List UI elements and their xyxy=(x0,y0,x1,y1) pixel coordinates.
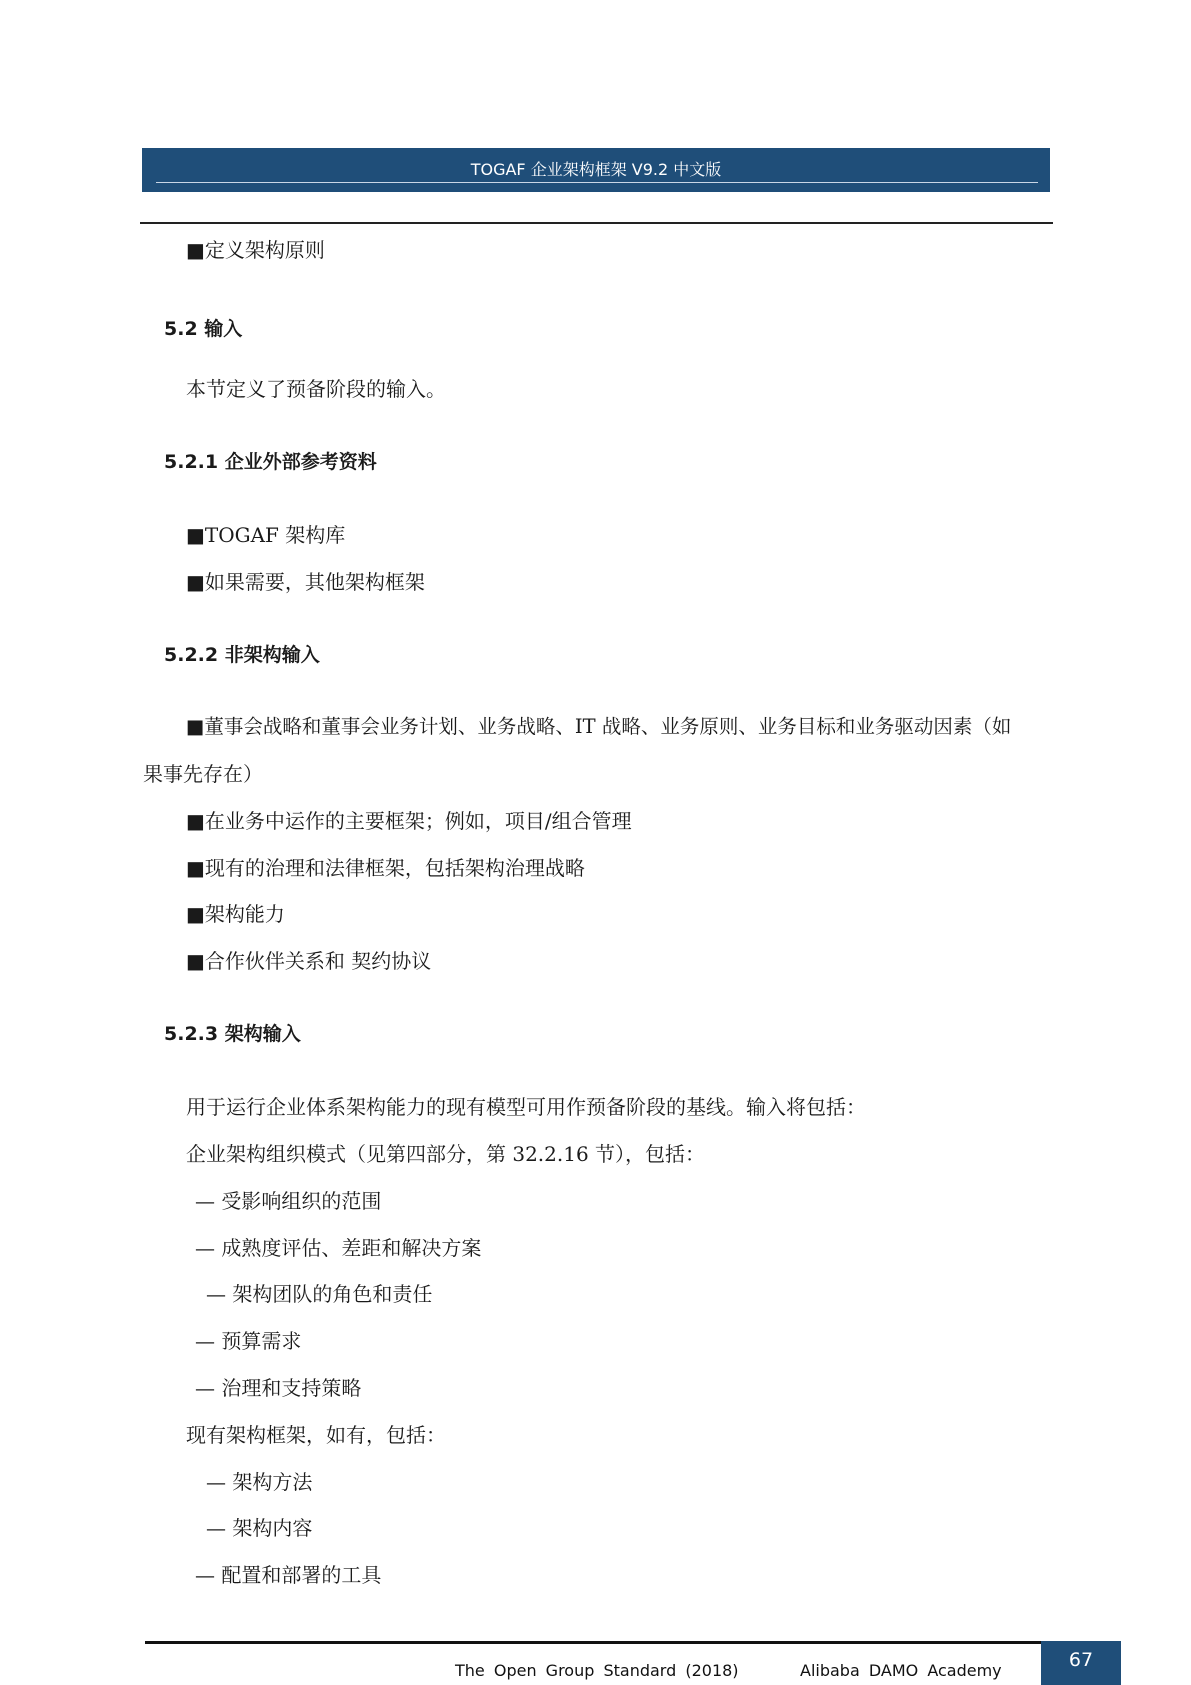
list-item: ■TOGAF 架构库 xyxy=(186,523,346,547)
list-item-continuation: 果事先存在） xyxy=(143,762,263,786)
page-number: 67 xyxy=(1068,1649,1094,1671)
page-number-box xyxy=(1041,1641,1121,1685)
dash-item: — 架构内容 xyxy=(206,1516,313,1540)
list-item: ■合作伙伴关系和 契约协议 xyxy=(186,949,432,973)
footer-divider xyxy=(145,1641,1053,1644)
dash-item: — 受影响组织的范围 xyxy=(195,1189,382,1213)
dash-item: — 架构团队的角色和责任 xyxy=(206,1282,433,1306)
header-title: TOGAF 企业架构框架 V9.2 中文版 xyxy=(470,160,722,179)
dash-item: — 配置和部署的工具 xyxy=(195,1563,382,1587)
list-item: ■现有的治理和法律框架，包括架构治理战略 xyxy=(186,856,585,880)
header-divider xyxy=(140,222,1053,224)
section-heading-5-2-3: 5.2.3 架构输入 xyxy=(164,1023,301,1045)
section-heading-5-2: 5.2 输入 xyxy=(164,318,243,340)
page-header xyxy=(142,148,1050,192)
dash-item: — 预算需求 xyxy=(195,1329,302,1353)
header-inner-rule xyxy=(156,182,1038,183)
paragraph-5-2-3: 用于运行企业体系架构能力的现有模型可用作预备阶段的基线。输入将包括： xyxy=(186,1095,866,1119)
bullet-define-principles: ■定义架构原则 xyxy=(186,238,325,262)
dash-item: — 架构方法 xyxy=(206,1470,313,1494)
list-item: ■董事会战略和董事会业务计划、业务战略、IT 战略、业务原则、业务目标和业务驱动因素（如 xyxy=(186,715,1012,738)
list-item: ■在业务中运作的主要框架；例如，项目/组合管理 xyxy=(186,809,632,833)
paragraph-existing-frameworks: 现有架构框架，如有，包括： xyxy=(186,1423,446,1447)
list-item: ■架构能力 xyxy=(186,902,285,926)
section-heading-5-2-1: 5.2.1 企业外部参考资料 xyxy=(164,451,377,473)
paragraph-5-2: 本节定义了预备阶段的输入。 xyxy=(186,377,446,401)
footer-organization: Alibaba DAMO Academy xyxy=(800,1661,1002,1680)
dash-item: — 治理和支持策略 xyxy=(195,1376,362,1400)
footer-standard: The Open Group Standard (2018) xyxy=(455,1661,739,1680)
dash-item: — 成熟度评估、差距和解决方案 xyxy=(195,1236,482,1260)
list-item: ■如果需要，其他架构框架 xyxy=(186,570,425,594)
section-heading-5-2-2: 5.2.2 非架构输入 xyxy=(164,644,320,666)
paragraph-org-model: 企业架构组织模式（见第四部分，第 32.2.16 节），包括： xyxy=(186,1142,706,1166)
